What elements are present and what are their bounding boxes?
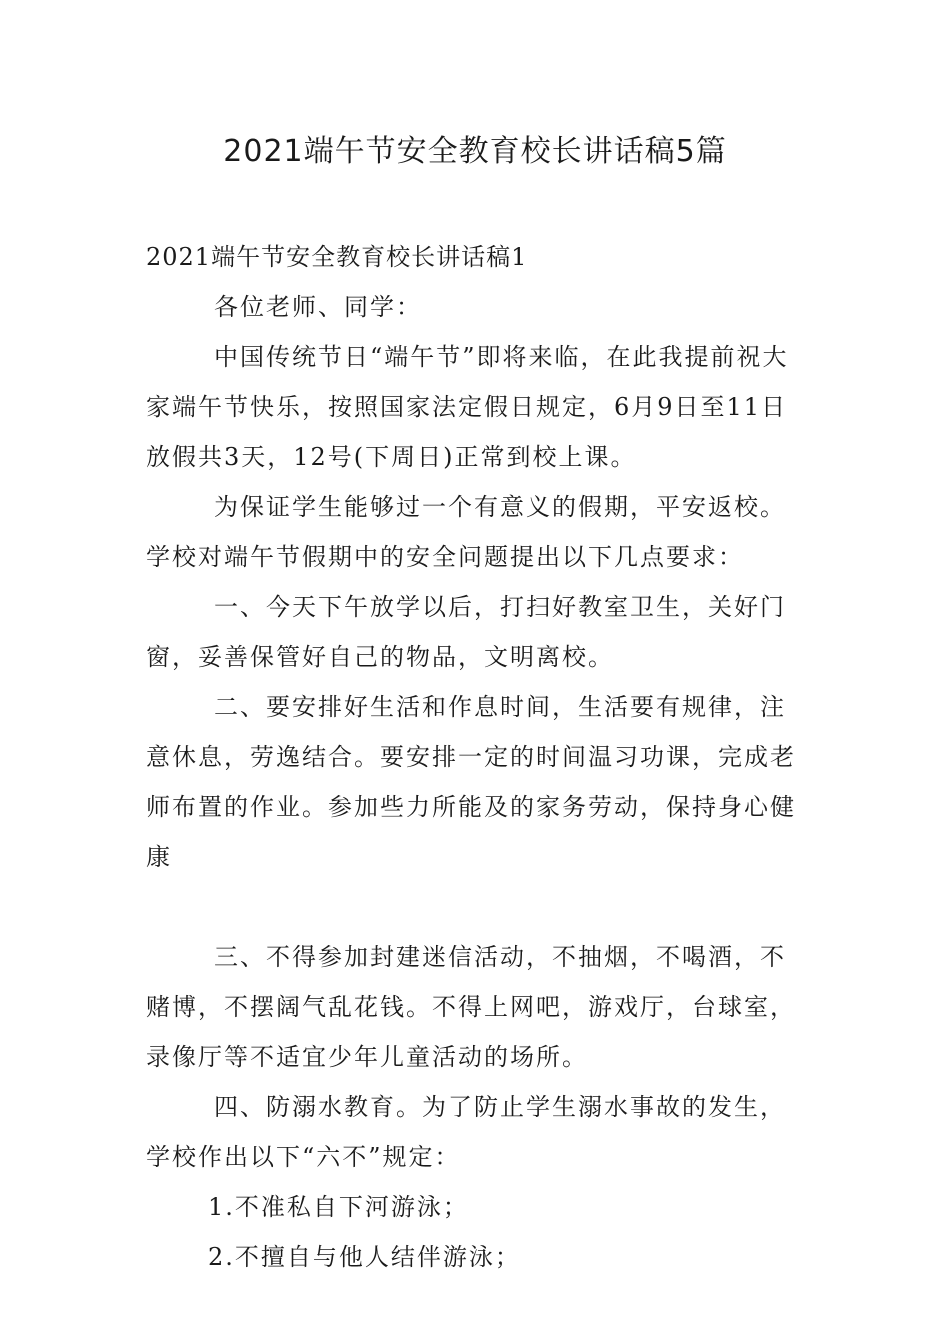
document-title: 2021端午节安全教育校长讲话稿5篇 [223, 134, 727, 169]
paragraph-point-3: 三、不得参加封建迷信活动，不抽烟，不喝酒，不赌博，不摆阔气乱花钱。不得上网吧，游戏厅，台球室，录像厅等不适宜少年儿童活动的场所。 [146, 943, 796, 1071]
greeting: 各位老师、同学： [214, 293, 422, 321]
section-title: 2021端午节安全教育校长讲话稿1 [146, 243, 528, 271]
paragraph-intro: 中国传统节日“端午节”即将来临，在此我提前祝大家端午节快乐，按照国家法定假日规定，6月9日至11日放假共3天，12号(下周日)正常到校上课。 [146, 343, 789, 471]
list-item-1: 1.不准私自下河游泳； [208, 1193, 469, 1221]
paragraph-point-1: 一、今天下午放学以后，打扫好教室卫生，关好门窗，妥善保管好自己的物品，文明离校。 [146, 593, 786, 671]
paragraph-point-2: 二、要安排好生活和作息时间，生活要有规律，注意休息，劳逸结合。要安排一定的时间温习功课，完成老师布置的作业。参加些力所能及的家务劳动，保持身心健康 [146, 693, 796, 871]
list-item-2: 2.不擅自与他人结伴游泳； [208, 1243, 521, 1271]
paragraph-point-4: 四、防溺水教育。为了防止学生溺水事故的发生，学校作出以下“六不”规定： [146, 1093, 786, 1171]
document-body [146, 232, 810, 1282]
paragraph-requirements: 为保证学生能够过一个有意义的假期，平安返校。学校对端午节假期中的安全问题提出以下几点要求： [146, 493, 786, 571]
